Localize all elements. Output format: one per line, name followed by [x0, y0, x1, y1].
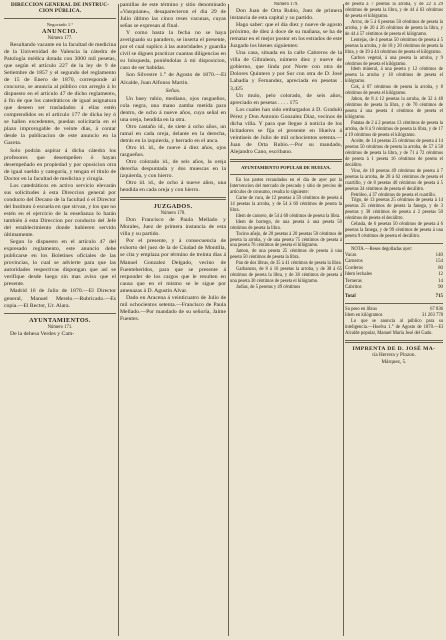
- notice-number: Número 178.: [160, 211, 186, 217]
- price-paragraph: Patatas de 2 á 2 pesetas 13 céntimos de peseta la arroba, de 8 á 9 céntimos de peseta la libra, y de 17 á 19 céntimos de peseta el kilógramo.: [345, 121, 443, 138]
- price-paragraph: Trigo, de 13 pesetas 25 céntimos de peseta á 14 pesetas 25 céntimos de peseta la fanega, y de 3 pesetas y 38 céntimos de peseta á 2 pesetas 50 céntimos de peseta el decálitro.: [345, 198, 443, 222]
- notice-paragraph: Por el presente, y á consecuencia de exhorto del juez de la de Ciudad de Montilla, se cita y emplaza por término de treinta dias á Manuel Gonzalez Delgado, vecino de Fuenteheridos, para que se presente á responder de los cargos que le resulten en causa que en el mismo se le sigue por amenazas á D. Agustin Alvar.: [120, 238, 226, 294]
- anuncio-heading: ANUNCIO.: [42, 27, 78, 35]
- total-value: 715: [435, 293, 443, 299]
- weight-label: Su peso en libras: [345, 306, 377, 312]
- price-paragraph: Tocino añejo, de 20 pesetas á 20 pesetas 50 céntimos de peseta la arroba, y de una peseta 75 céntimos de peseta á una peseta 76 céntimos de peseta el kilógramo.: [230, 231, 342, 249]
- livestock-label: Cabritos: [345, 285, 362, 291]
- imprint-address: Márquez, 5.: [381, 358, 407, 365]
- price-paragraph: Pan de dos libras, de 35 á 41 céntimos de peseta la libra.: [236, 261, 342, 267]
- ayuntamiento-heading: AYUNTAMIENTO POPULAR DE HUELVA.: [241, 164, 331, 170]
- price-paragraph: Garbanzos, de 8 á 16 pesetas la arroba, y de 38 á 65 céntimos de peseta la libra, y de 38 céntimos de peseta á una peseta 30 céntimos de peseta el kilógramo.: [230, 267, 342, 285]
- weight-value: 31 203 778: [421, 312, 443, 318]
- notice-number: Número 171.: [47, 324, 73, 330]
- imprint-name: IMPRENTA DE D. JOSÉ MA-: [352, 345, 436, 352]
- total-label: Total: [345, 293, 356, 299]
- notice-paragraph: Don Francisco de Paula Mellado y Morales, Juez de primera instancia de esta villa y su partido.: [120, 217, 226, 238]
- column-1: [4, 2, 116, 638]
- price-paragraph: Jamon, de una peseta 25 céntimos de peseta á una peseta 50 céntimos de peseta la libra.: [230, 249, 342, 261]
- imprint-owner: ría Herrera y Pinzon.: [372, 352, 416, 359]
- juzgados-heading: JUZGADOS.: [153, 203, 193, 211]
- weight-value: 67 836: [430, 306, 443, 312]
- livestock-label: Idem lechales: [345, 272, 373, 278]
- price-paragraph: Idem mineral, á una peseta y 12 céntimos de peseta la arroba y 18 céntimos de peseta el kilógramo.: [345, 67, 443, 85]
- livestock-table: [345, 253, 443, 300]
- closing-paragraph: Lo que se anuncia al público para su inteligencia.—Huelva 1.° de Agosto de 1870.—El Alcalde popular, Manuel María José del Gado.: [345, 318, 443, 336]
- column-rule: [118, 4, 119, 636]
- divider: [230, 174, 342, 175]
- column-2: [120, 2, 226, 638]
- notice-paragraph: Una casa, situada en la calle Cabreros de la villa de Gibraleon, número diez y nueve de gobierno, que linda por Norte con otra de Dolores Quintero y por Sur con otra de D. José Labadía y Fernandez, apreciada en pesetas . 3,425: [230, 50, 342, 92]
- livestock-label: Vacas: [345, 253, 357, 259]
- price-paragraph: Idem de carnero, de 54 á 60 céntimos de peseta la libra.: [236, 213, 341, 219]
- description-paragraph: Otro id. id., de nueve á diez años, ojos rasgueños.: [120, 144, 226, 158]
- divider: [345, 340, 443, 343]
- notice-paragraph: Y como hasta la fecha no se haya averiguado su paradero, se inserta el presente, por el cual suplico á las autoridades y guardia civil se dignen practicar cuantas diligencias en su búsqueda, poniéndolas á mi disposicion, caso de ser habidas.: [120, 30, 226, 72]
- description-paragraph: Otro colorado id., de seis años, la oreja derecha despuntada y dos muescas en la izquierda, y con hierro.: [120, 158, 226, 180]
- description-paragraph: Otro castaño id., de siete á ocho años, un ramal en cada oreja, delante en la derecha, detrás en la izquierda, y herrado en el anca.: [120, 123, 226, 144]
- livestock-count: 90: [438, 285, 443, 291]
- livestock-label: Carneros: [345, 259, 363, 265]
- divider: [345, 303, 443, 304]
- notice-number: Número 177.: [47, 35, 73, 41]
- divider: [230, 159, 342, 162]
- price-paragraph: Judías, de 5 pesetas y 49 céntimos: [236, 285, 301, 291]
- notice-paragraph: De la dehesa Verdes y Cam-: [10, 330, 75, 337]
- description-paragraph: Un buey rubio, mediano, ojos rasgueños, cola negra, una mano zamba metida para dentro, de ocho á nueve años, cuya señal en una oreja, hendida en la otra.: [120, 95, 226, 123]
- nota-line: NOTA.—Reses degolladas ayer:: [351, 247, 413, 253]
- divider: [4, 18, 116, 19]
- price-paragraph: Petróleo, á 37 céntimos de peseta el cuartillo.: [351, 192, 436, 198]
- livestock-label: Corderos: [345, 265, 363, 271]
- price-paragraph: Cok, á 87 céntimos de peseta la arroba, y 8 céntimos de peseta el kilógramo.: [345, 85, 443, 97]
- table-total-row: [345, 292, 443, 300]
- livestock-count: 12: [438, 272, 443, 278]
- price-paragraph: Aceite, de 14 pesetas 25 céntimos de peseta á 14 pesetas 50 céntimos de peseta la arroba, de 57 á 58 céntimos de peseta la libra, y de 71 á 72 céntimos de peseta á 1 peseta 16 céntimos de peseta el decálitro.: [345, 138, 443, 168]
- divider: [120, 197, 226, 200]
- negociado-label: Negociado 1.°: [46, 21, 74, 27]
- column-4: [345, 2, 443, 638]
- price-paragraph: Jabon, de 8 á 12 pesetas la arroba, de 32 á 48 céntimos de peseta la libra, y de 70 céntimos de peseta á una peseta 4 céntimos de peseta el kilógramo.: [345, 97, 443, 121]
- price-paragraph: Carbon vegetal, á una peseta la arroba, y 9 céntimos de peseta el kilógramo.: [345, 55, 443, 67]
- notice-number: Número 179.: [273, 2, 299, 7]
- divider: [345, 243, 443, 244]
- price-paragraph: Cebada, de 6 pesetas 50 céntimos de peseta á 6 pesetas la fanega, y de 99 céntimos de peseta á una peseta 9 céntimos de peseta el decálitro.: [345, 222, 443, 240]
- column-3: [230, 2, 342, 638]
- price-paragraph: Lentejas, de 4 pesetas 50 céntimos de peseta á 5 pesetas la arroba, y de 18 y 20 céntimos de peseta la libra, y de 39 á 44 céntimos de peseta el kilógramo.: [345, 37, 443, 55]
- notice-paragraph: Los cuales han sido embargados á D. Gradulú Pérez y Don Antonio Gonzalez Diaz, vecinos de dicha villa. Y para que llegue á noticia de los licitadores se fija el presente en Huelva á veintiseis de Julio de mil ochocientos setenta.—Juan de Orta Rubio.—Por su mandado, Alejandro Cano, escribano.: [230, 106, 342, 155]
- price-paragraph: Arroz, de 5 á 6 pesetas 50 céntimos de peseta la arroba, y de 20 á 26 céntimos de peseta la libra, y de 44 á 57 céntimos de peseta el kilógramo.: [345, 19, 443, 37]
- livestock-count: 140: [435, 253, 443, 259]
- notice-signature: Dado en Aracena á veinticuatro de Julio de mil ochocientos setenta.—Francisco de Paula Mellado.—Por mandado de su señoría, Jaime Fuentes.: [120, 294, 226, 322]
- price-paragraph: de peseta á 7 pesetas la arroba, y de 22 á 29 céntimos de peseta la libra, y de 44 á 63 céntimos de peseta el kilógramo.: [345, 2, 443, 19]
- divider: [4, 313, 116, 314]
- price-paragraph: Vino, de 10 pesetas 49 céntimos de peseta á 7 pesetas la arroba, de 28 á 62 céntimos de peseta el cuartillo, y de 8 pesetas 40 céntimos de peseta á 5 pesetas 34 céntimos de peseta el decálitro.: [345, 168, 443, 192]
- notice-paragraph: Resultando vacante en la facultad de medicina de la Universidad de Valencia la cátedra de Patología médica dotada con 3000 mil pesetas, que según el artículo 227 de la ley de 9 de Setiembre de 1857 y el segundo del reglamento de 15 de Enero de 1870, corresponde al concurso, se anuncia al público con arreglo á lo dispuesto en el artículo 47 de dicho reglamento, á fin de que los catedráticos de igual asignatura que deseen ser trasladados á ellas estén comprendidos en el artículo 177 de dicha ley ó se hallen excedentes, puedan solicitarla en el plazo improrogable de veinte dias, á contar desde la publicacion de este anuncio en la Gaceta.: [4, 41, 116, 147]
- department-title: DIRECCION GENERAL DE INSTRUC-CION PÚBLICA.: [10, 2, 110, 15]
- notice-signature: Madrid 16 de Julio de 1870.—El Director general, Manuel Merelo.—Rubricado.—Es copia.—El Rector, Ur. Alara.: [4, 288, 116, 309]
- senas-heading: Señas.: [165, 87, 181, 94]
- ayuntamientos-heading: AYUNTAMIENTOS.: [29, 316, 91, 324]
- livestock-count: 14: [438, 278, 443, 284]
- notice-paragraph: Hago saber: que el dia diez y nueve de agosto próximo, de diez á doce de su mañana, se ha de rematar en el mejor postor en los estrados de este Juzgado los bienes siguientes:: [230, 22, 342, 50]
- livestock-count: 80: [438, 265, 443, 271]
- column-rule: [228, 4, 229, 636]
- notice-paragraph: Segun lo dispuesto en el artículo 47 del expresado reglamento, este anuncio debe publicarse en los Boletines oficiales de las provincias, lo cual se advierte para que las autoridades respectivas dispongan que así se verifique desde luego sin mas aviso que el presente.: [4, 239, 116, 288]
- notice-paragraph: Un mulo, pelo colorado, de seis años, apreciado en pesetas . . . . 175: [230, 92, 342, 106]
- notice-paragraph: pamillas de este término y sitio denominado «Vasquiane», desaparecieron el dia 29 de Julio último las cinco reses vacunas, cuyas señas se expresan al final.: [120, 2, 226, 30]
- imprint: [345, 346, 443, 366]
- notice-paragraph: Los catedráticos en activo servicio elevarán sus solicitudes á esta Direccion general por conducto del Decano de la facultad ó el Director del Instituto ó escuela en que sirvan, y los que no estén en el ejercicio de la enseñanza lo harán también á esta Direccion por conducto del Jefe del establecimiento donde hubieren servido últimamente.: [4, 182, 116, 239]
- notice-signature: Son Silvestre 1.° de Agosto de 1870.—El Alcalde, Juan Alfonso Martin.: [120, 72, 226, 86]
- livestock-label: Terneras: [345, 278, 362, 284]
- description-paragraph: Otro id. id., de ocho á nueve años, una hendida en cada oreja y con hierro.: [120, 180, 226, 194]
- price-paragraph: En los partes recaudados en el dia de ayer por la Intervencion del mercado de pescado y sitio de precios de artículos de consumo, resulta lo siguiente:: [230, 177, 342, 195]
- price-paragraph: Idem de borrego, de una peseta á una peseta 50 céntimos de peseta la libra.: [230, 219, 342, 231]
- livestock-count: 154: [435, 259, 443, 265]
- price-paragraph: Carne de vaca, de 12 pesetas á 59 céntimos de peseta á 14 pesetas la arroba, y de 54 á 60 céntimos de peseta la libra.: [230, 195, 342, 213]
- weight-label: Idem en kilógramos: [345, 312, 383, 318]
- notice-paragraph: Don Juan de Orta Rubio, Juez de primera instancia de esta capital y su partido.: [230, 8, 342, 22]
- notice-paragraph: Solo podrán aspirar á dicha cátedra los profesores que desempeñen ó hayan desempeñado en propiedad y por oposicion otra de igual sueldo y categoría, y tengan el título de Doctor en la facultad de medicina y cirugía.: [4, 147, 116, 182]
- column-rule: [343, 4, 344, 636]
